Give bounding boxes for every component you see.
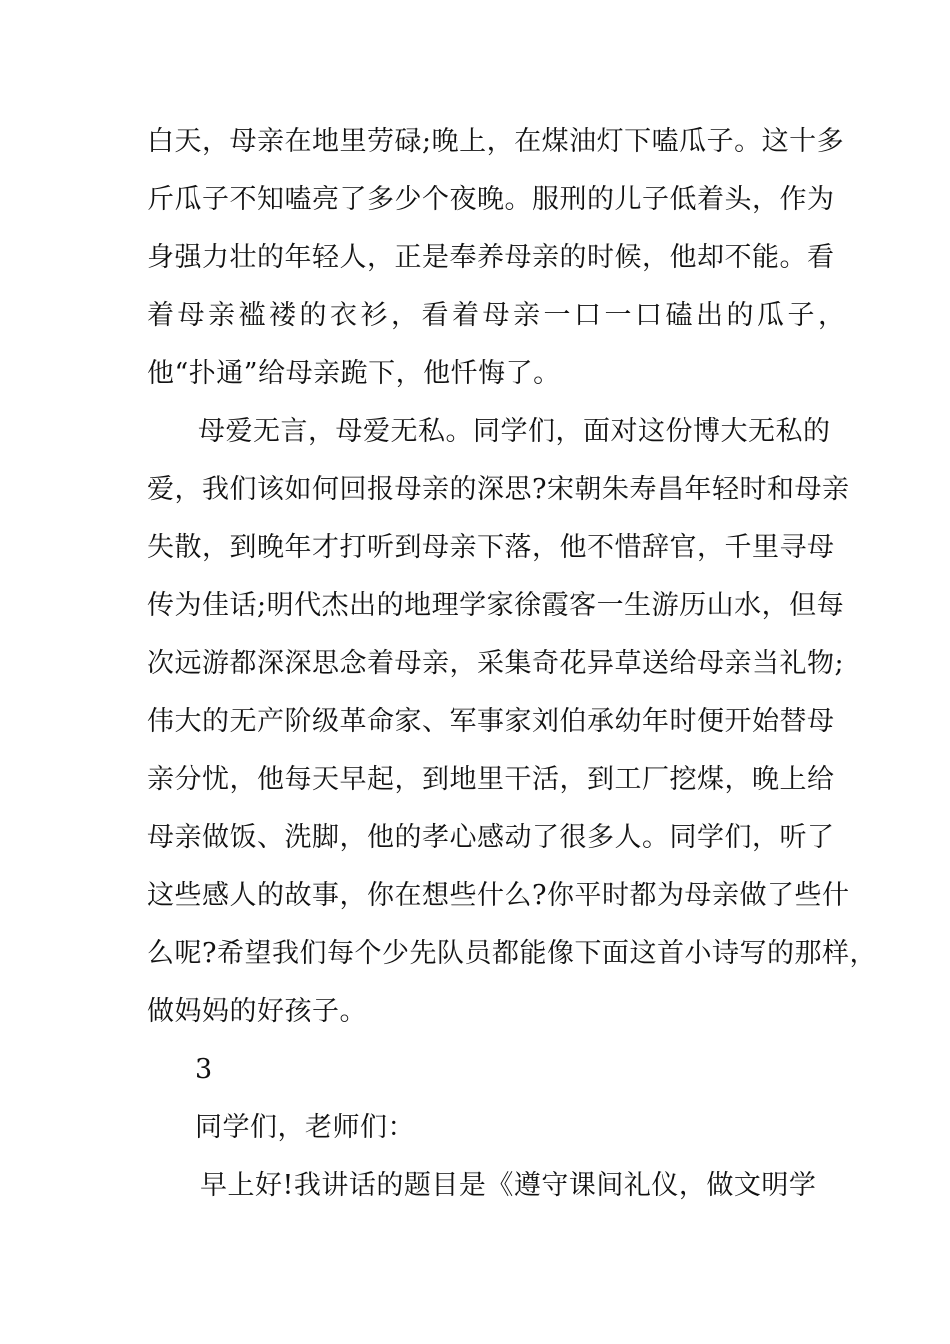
greeting: 同学们，老师们： [195, 1112, 415, 1143]
paragraph-2-line-1: 母爱无言，母爱无私。同学们，面对这份博大无私的 [198, 416, 831, 447]
speech-opening: 早上好!我讲话的题目是《遵守课间礼仪，做文明学 [200, 1170, 817, 1201]
paragraph-1-line-3: 身强力壮的年轻人，正是奉养母亲的时候，他却不能。看 [147, 242, 835, 273]
paragraph-2-line-3: 失散，到晚年才打听到母亲下落，他不惜辞官，千里寻母 [147, 532, 835, 563]
paragraph-1-line-2: 斤瓜子不知嗑亮了多少个夜晚。服刑的儿子低着头，作为 [147, 184, 835, 215]
paragraph-2-line-5: 次远游都深深思念着母亲，采集奇花异草送给母亲当礼物; [147, 648, 845, 679]
paragraph-2-line-6: 伟大的无产阶级革命家、军事家刘伯承幼年时便开始替母 [147, 706, 835, 737]
paragraph-2-line-2: 爱，我们该如何回报母亲的深思?宋朝朱寿昌年轻时和母亲 [147, 474, 850, 505]
paragraph-2-line-7: 亲分忧，他每天早起，到地里干活，到工厂挖煤，晚上给 [147, 764, 835, 795]
paragraph-2-line-10: 么呢?希望我们每个少先队员都能像下面这首小诗写的那样， [147, 938, 877, 969]
paragraph-1-line-5: 他“扑通”给母亲跪下，他忏悔了。 [147, 358, 561, 389]
paragraph-2-line-9: 这些感人的故事，你在想些什么?你平时都为母亲做了些什 [147, 880, 850, 911]
paragraph-2-line-4: 传为佳话;明代杰出的地理学家徐霞客一生游历山水，但每 [147, 590, 845, 621]
paragraph-1-line-1: 白天，母亲在地里劳碌;晚上，在煤油灯下嗑瓜子。这十多 [147, 126, 845, 157]
paragraph-1-line-4: 着母亲褴褛的衣衫，看着母亲一口一口磕出的瓜子， [147, 300, 849, 331]
section-number: 3 [195, 1054, 213, 1085]
paragraph-2-line-11: 做妈妈的好孩子。 [147, 996, 367, 1027]
paragraph-2-line-8: 母亲做饭、洗脚，他的孝心感动了很多人。同学们，听了 [147, 822, 835, 853]
